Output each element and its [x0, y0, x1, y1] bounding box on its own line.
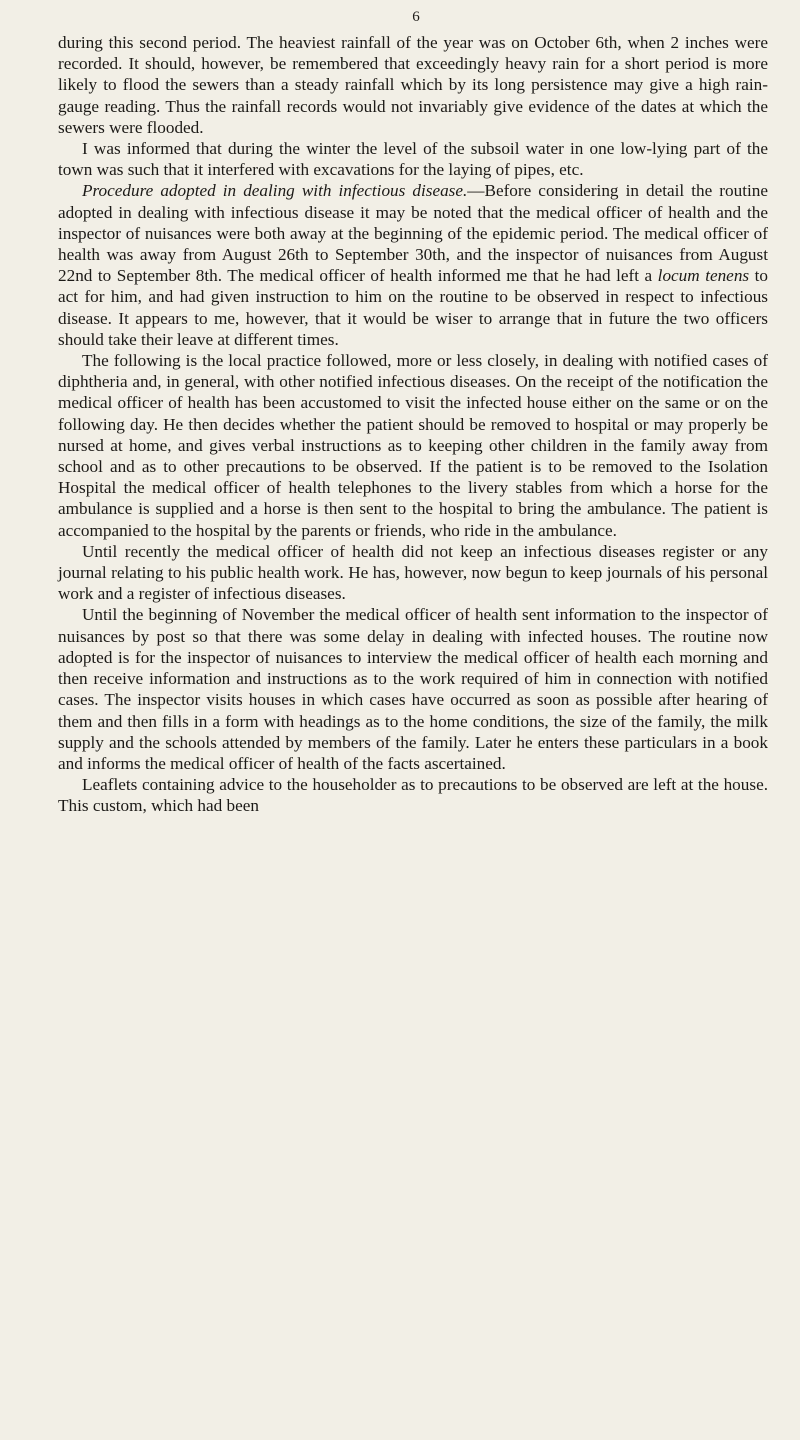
paragraph-local-practice: The following is the local practice followed, more or less closely, in dealing with notified cases of diphtheria and, in general, with other notified infectious diseases. On the receipt of the notification the medical officer of health has been accustomed to visit the infected house either on the same or on the following day. He then decides whether the patient should be removed to hospital or may properly be nursed at home, and gives verbal instructions as to keeping other children in the family away from school and as to other precautions to be observed. If the patient is to be removed to the Isolation Hospital the medical officer of health telephones to the livery stables from which a horse for the ambulance is supplied and a horse is then sent to the hospital to bring the ambulance. The patient is accompanied to the hospital by the parents or friends, who ride in the ambulance. [58, 351, 768, 540]
paragraph-rainfall: during this second period. The heaviest rainfall of the year was on October 6th, when 2 inches were recorded. It should, however, be remembered that exceedingly heavy rain for a short period is more likely to flood the sewers than a steady rainfall which by its long persistence may give a high rain-gauge reading. Thus the rainfall records would not invariably give evidence of the dates at which the sewers were flooded. [58, 33, 768, 137]
paragraph-procedure-text-continued: to act for him, and had given instruction to him on the routine to be observed in respect to infectious disease. It appears to me, however, that it would be wiser to arrange that in future the two officers should take their leave at different times. [58, 266, 768, 349]
section-heading: Procedure adopted in dealing with infectious disease. [82, 181, 468, 201]
paragraph-inspector-routine: Until the beginning of November the medical officer of health sent information to the inspector of nuisances by post so that there was some delay in dealing with infected houses. The routine now adopted is for the inspector of nuisances to interview the medical officer of health each morning and then receive information and instructions as to the work required of him in connection with notified cases. The inspector visits houses in which cases have occurred as soon as possible after hearing of them and then fills in a form with headings as to the home conditions, the size of the family, the milk supply and the schools attended by members of the family. Later he enters these particulars in a book and informs the medical officer of health of the facts ascertained. [58, 605, 768, 773]
paragraph-procedure [58, 180, 768, 350]
page-number: 6 [412, 9, 420, 25]
paragraph-procedure-text: —Before considering in detail the routine adopted in dealing with infectious disease it may be noted that the medical officer of health and the inspector of nuisances were both away at the beginning of the epidemic period. The medical officer of health was away from August 26th to September 30th, and the inspector of nuisances from August 22nd to September 8th. The medical officer of health informed me that he had left a [58, 181, 768, 286]
paragraph-subsoil-water: I was informed that during the winter the level of the subsoil water in one low-lying part of the town was such that it interfered with excavations for the laying of pipes, etc. [58, 139, 768, 180]
paragraph-leaflets: Leaflets containing advice to the householder as to precautions to be observed are left at the house. This custom, which had been [58, 775, 768, 816]
paragraph-register: Until recently the medical officer of health did not keep an infectious diseases register or any journal relating to his public health work. He has, however, now begun to keep journals of his personal work and a register of infectious diseases. [58, 541, 768, 604]
latin-phrase: locum tenens [657, 266, 750, 286]
